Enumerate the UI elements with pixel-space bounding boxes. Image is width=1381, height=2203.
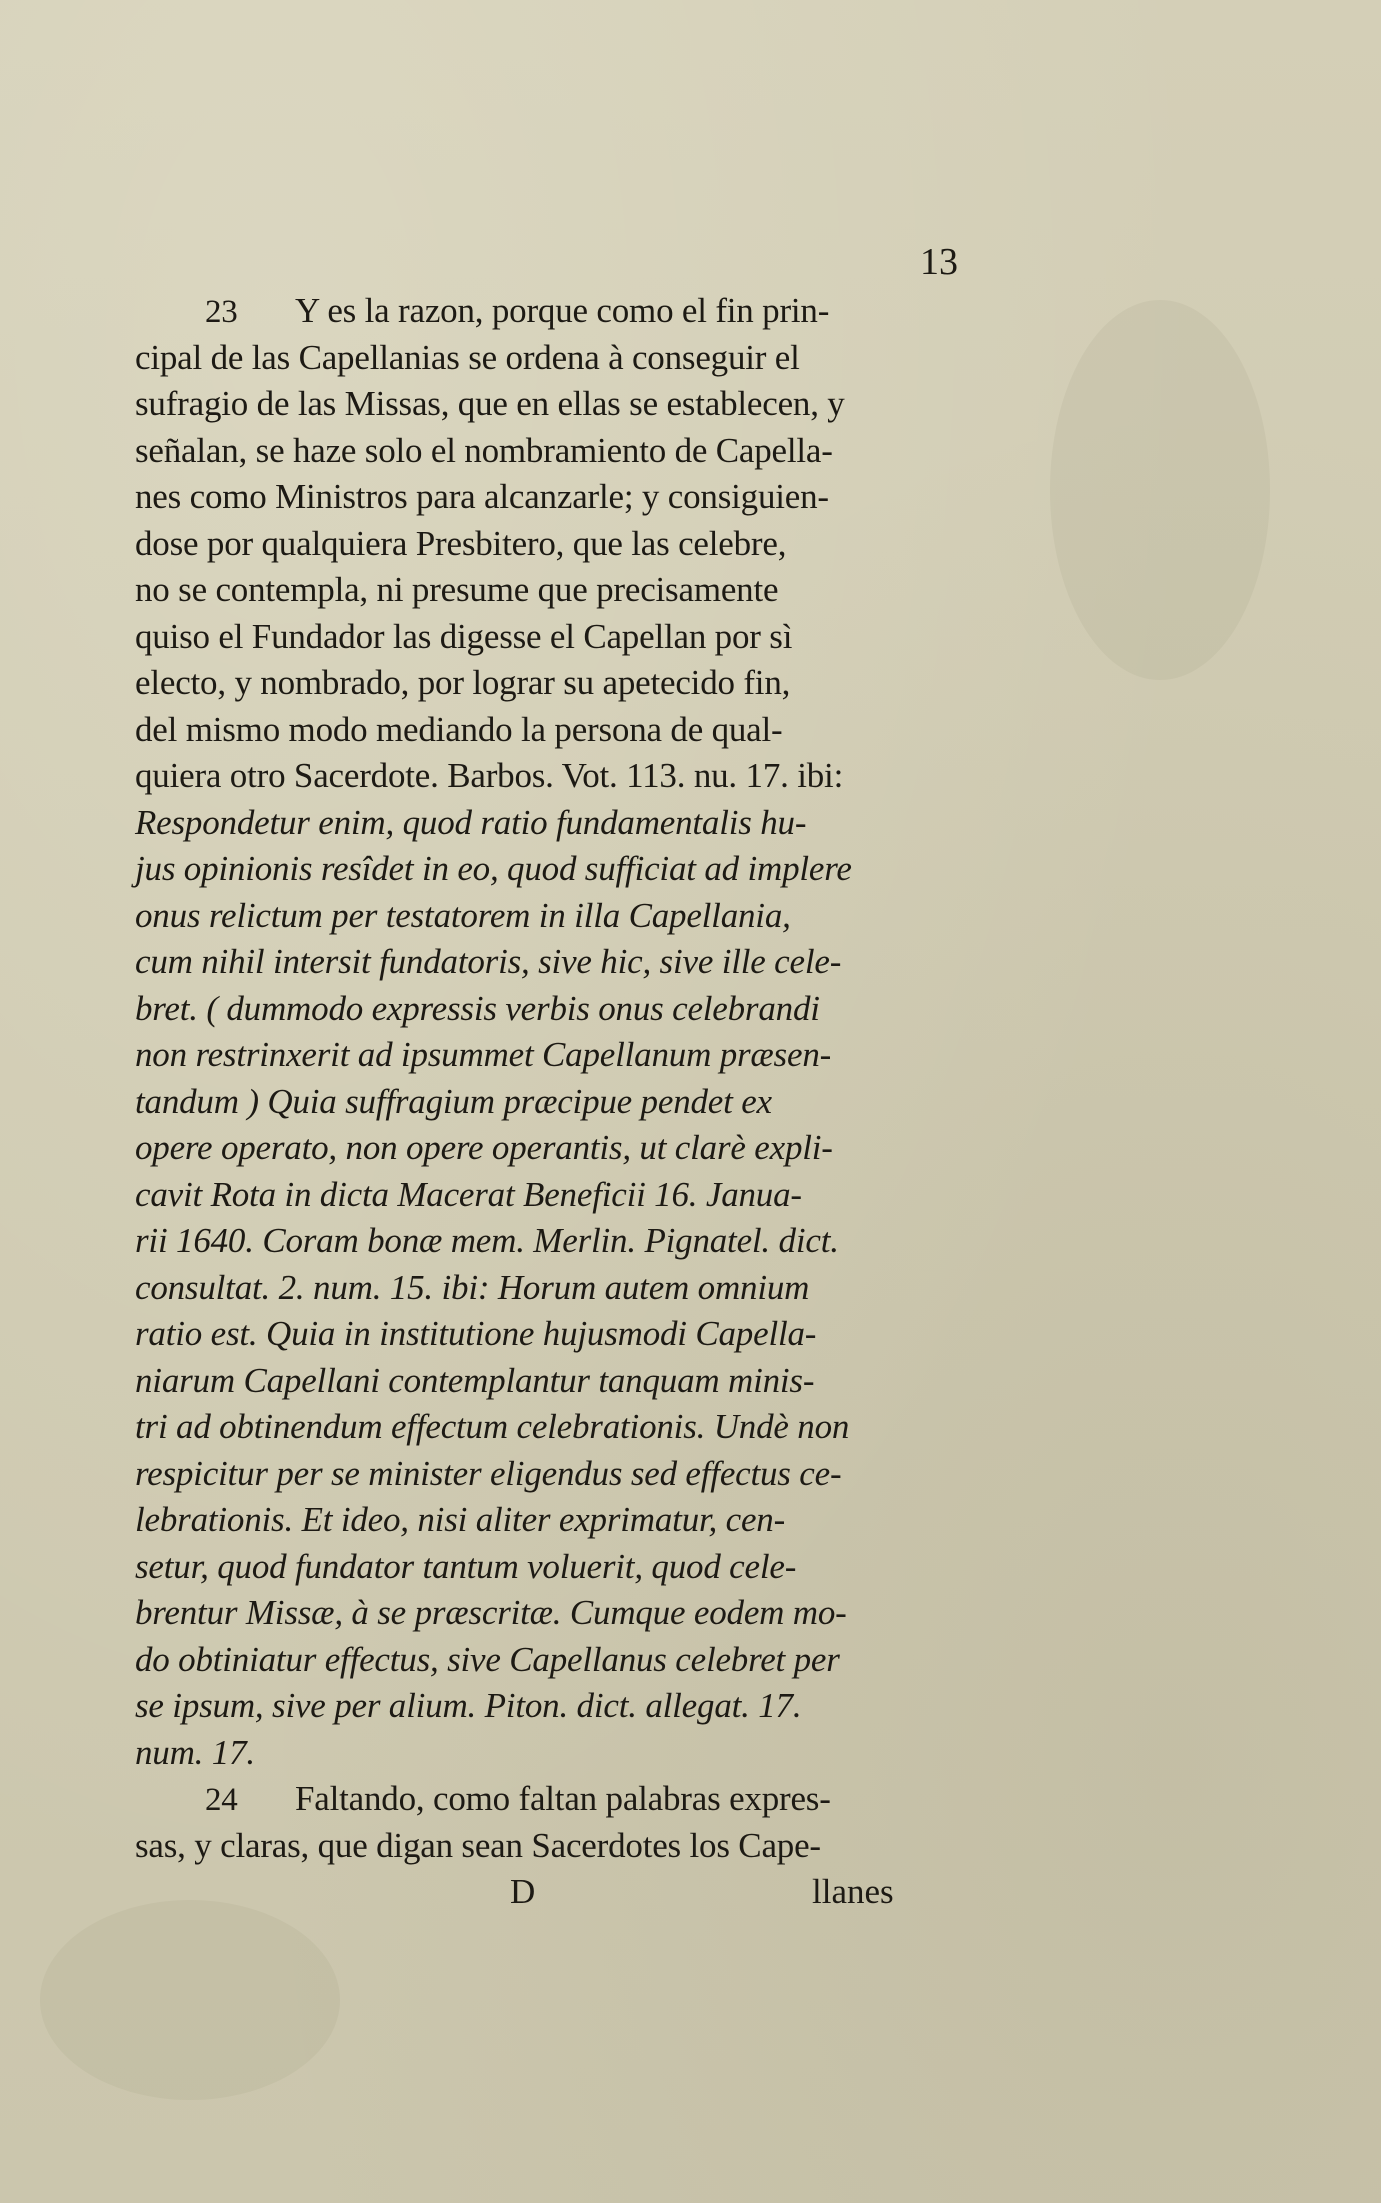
paragraph-number: 24 xyxy=(205,1782,238,1818)
paper-stain xyxy=(40,1900,340,2100)
text-line: electo, y nombrado, por lograr su apetecido fin, xyxy=(135,663,791,702)
page-footer xyxy=(0,1872,1381,1918)
page-number: 13 xyxy=(920,241,958,283)
text-line: bret. ( dummodo expressis verbis onus celebrandi xyxy=(135,988,820,1028)
text-line: quiera otro Sacerdote. Barbos. Vot. 113. nu. 17. ibi: xyxy=(135,756,844,795)
text-line: num. 17. xyxy=(135,1732,255,1772)
text-line: no se contempla, ni presume que precisamente xyxy=(135,570,779,609)
signature-mark: D xyxy=(510,1872,536,1911)
body-text xyxy=(135,288,985,1869)
text-line: niarum Capellani contemplantur tanquam minis- xyxy=(135,1360,815,1400)
text-line xyxy=(135,1776,985,1823)
text-line xyxy=(135,288,985,335)
text-line: non restrinxerit ad ipsummet Capellanum præsen- xyxy=(135,1035,832,1074)
text-line: tandum ) Quia suffragium præcipue pendet ex xyxy=(135,1081,772,1121)
text-line: respicitur per se minister eligendus sed effectus ce- xyxy=(135,1453,842,1493)
text-line: ratio est. Quia in institutione hujusmodi Capella- xyxy=(135,1314,817,1353)
text-line: cipal de las Capellanias se ordena à conseguir el xyxy=(135,337,800,377)
text-line: jus opinionis resîdet in eo, quod sufficiat ad implere xyxy=(135,849,852,888)
line-text: Faltando, como faltan palabras expres- xyxy=(295,1779,831,1818)
text-line: cavit Rota in dicta Macerat Beneficii 16. Janua- xyxy=(135,1174,802,1214)
catchword: llanes xyxy=(812,1872,894,1911)
paragraph-number: 23 xyxy=(205,294,238,330)
text-line: señalan, se haze solo el nombramiento de Capella- xyxy=(135,430,833,470)
line-text: Y es la razon, porque como el fin prin- xyxy=(295,291,830,330)
text-line: del mismo modo mediando la persona de qual- xyxy=(135,709,783,749)
text-line: dose por qualquiera Presbitero, que las celebre, xyxy=(135,523,787,563)
paper-stain xyxy=(1050,300,1270,680)
text-line: sas, y claras, que digan sean Sacerdotes los Cape- xyxy=(135,1825,821,1865)
text-line: tri ad obtinendum effectum celebrationis. Undè non xyxy=(135,1407,850,1446)
text-line: do obtiniatur effectus, sive Capellanus celebret per xyxy=(135,1639,840,1679)
text-line: se ipsum, sive per alium. Piton. dict. allegat. 17. xyxy=(135,1686,802,1725)
text-line: quiso el Fundador las digesse el Capellan por sì xyxy=(135,616,793,656)
text-line: rii 1640. Coram bonæ mem. Merlin. Pignatel. dict. xyxy=(135,1221,839,1260)
text-line: sufragio de las Missas, que en ellas se establecen, y xyxy=(135,384,845,423)
text-line: setur, quod fundator tantum voluerit, quod cele- xyxy=(135,1546,797,1586)
text-line: Respondetur enim, quod ratio fundamentalis hu- xyxy=(135,802,807,842)
text-line: nes como Ministros para alcanzarle; y consiguien- xyxy=(135,477,829,516)
text-line: opere operato, non opere operantis, ut clarè expli- xyxy=(135,1128,833,1167)
text-line: brentur Missæ, à se præscritæ. Cumque eodem mo- xyxy=(135,1593,847,1632)
text-line: consultat. 2. num. 15. ibi: Horum autem omnium xyxy=(135,1267,810,1307)
text-line: onus relictum per testatorem in illa Capellania, xyxy=(135,895,791,935)
text-line: cum nihil intersit fundatoris, sive hic, sive ille cele- xyxy=(135,942,842,981)
text-line: lebrationis. Et ideo, nisi aliter exprimatur, cen- xyxy=(135,1500,786,1539)
